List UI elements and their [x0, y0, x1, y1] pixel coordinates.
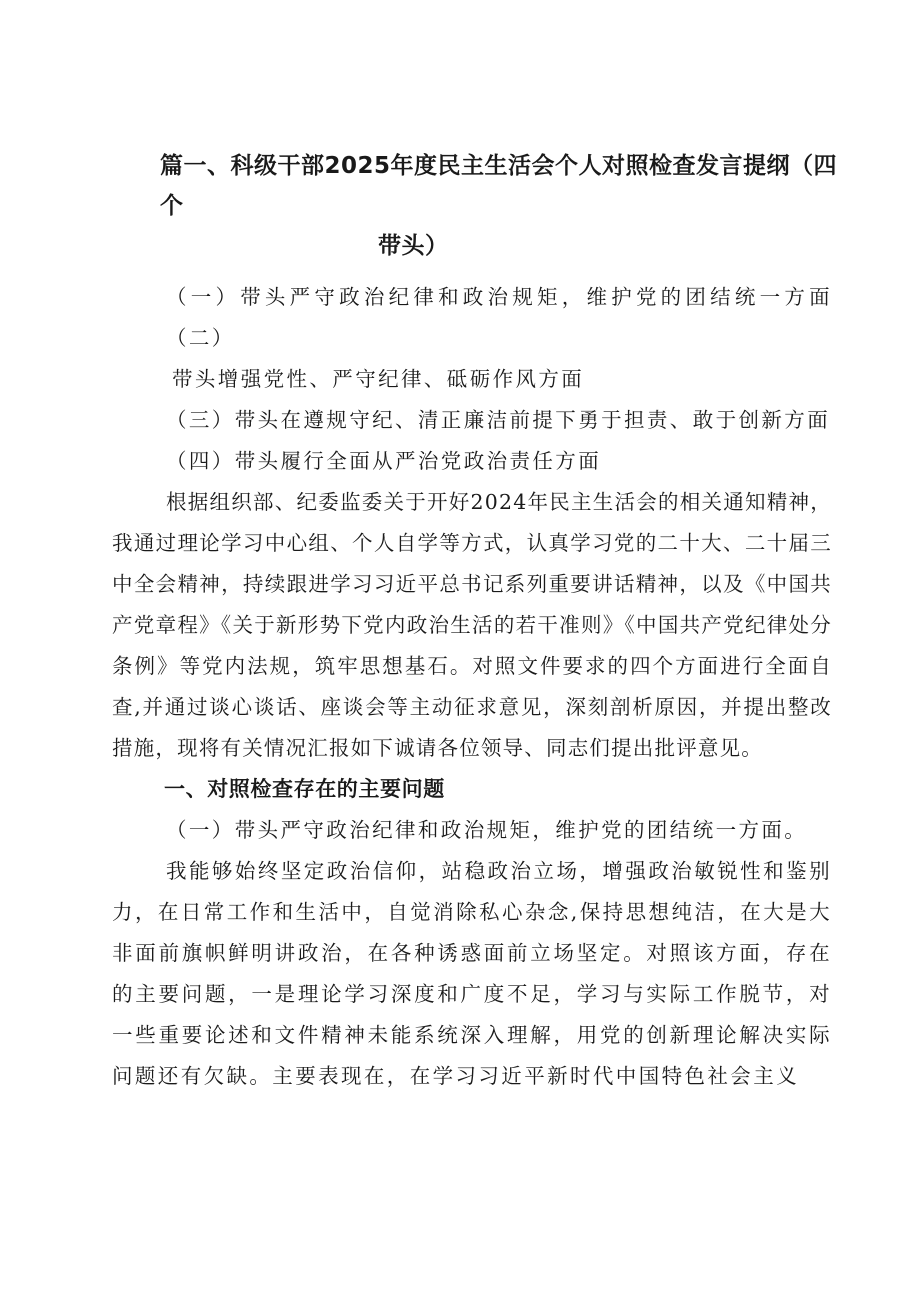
title-line-2: 带头）: [378, 233, 449, 259]
document-title: [160, 146, 850, 266]
section-1-paragraph: 我能够始终坚定政治信仰，站稳政治立场，增强政治敏锐性和鉴别力，在日常工作和生活中，自觉消除私心杂念,保持思想纯洁，在大是大非面前旗帜鲜明讲政治，在各种诱惑面前立场坚定。对照该方面，存在的主要问题，一是理论学习深度和广度不足，学习与实际工作脱节，对一些重要论述和文件精神未能系统深入理解，用党的创新理论解决实际问题还有欠缺。主要表现在，在学习习近平新时代中国特色社会主义: [112, 859, 832, 1088]
title-line-1: 篇一、科级干部2025年度民主生活会个人对照检查发言提纲（四个: [160, 153, 838, 219]
intro-paragraph: 根据组织部、纪委监委关于开好2024年民主生活会的相关通知精神，我通过理论学习中心组、个人自学等方式，认真学习党的二十大、二十届三中全会精神，持续跟进学习习近平总书记系列重要讲话精神，以及《中国共产党章程》《关于新形势下党内政治生活的若干准则》《中国共产党纪律处分条例》等党内法规，筑牢思想基石。对照文件要求的四个方面进行全面自查,并通过谈心谈话、座谈会等主动征求意见，深刻剖析原因，并提出整改措施，现将有关情况汇报如下诚请各位领导、同志们提出批评意见。: [112, 490, 832, 760]
section-1-subheading: （一）带头严守政治纪律和政治规矩，维护党的团结统一方面。: [166, 818, 808, 842]
outline-item-3: （三）带头在遵规守纪、清正廉洁前提下勇于担责、敢于创新方面: [166, 408, 831, 432]
document-body: [112, 277, 832, 1097]
section-1-heading: 一、对照检查存在的主要问题: [164, 777, 445, 801]
outline-item-1: （一）带头严守政治纪律和政治规矩，维护党的团结统一方面（二）: [166, 285, 832, 350]
outline-item-2: 带头增强党性、严守纪律、砥砺作风方面: [172, 367, 585, 391]
outline-item-1-2: [112, 277, 832, 400]
outline-item-4: （四）带头履行全面从严治党政治责任方面: [166, 449, 602, 473]
